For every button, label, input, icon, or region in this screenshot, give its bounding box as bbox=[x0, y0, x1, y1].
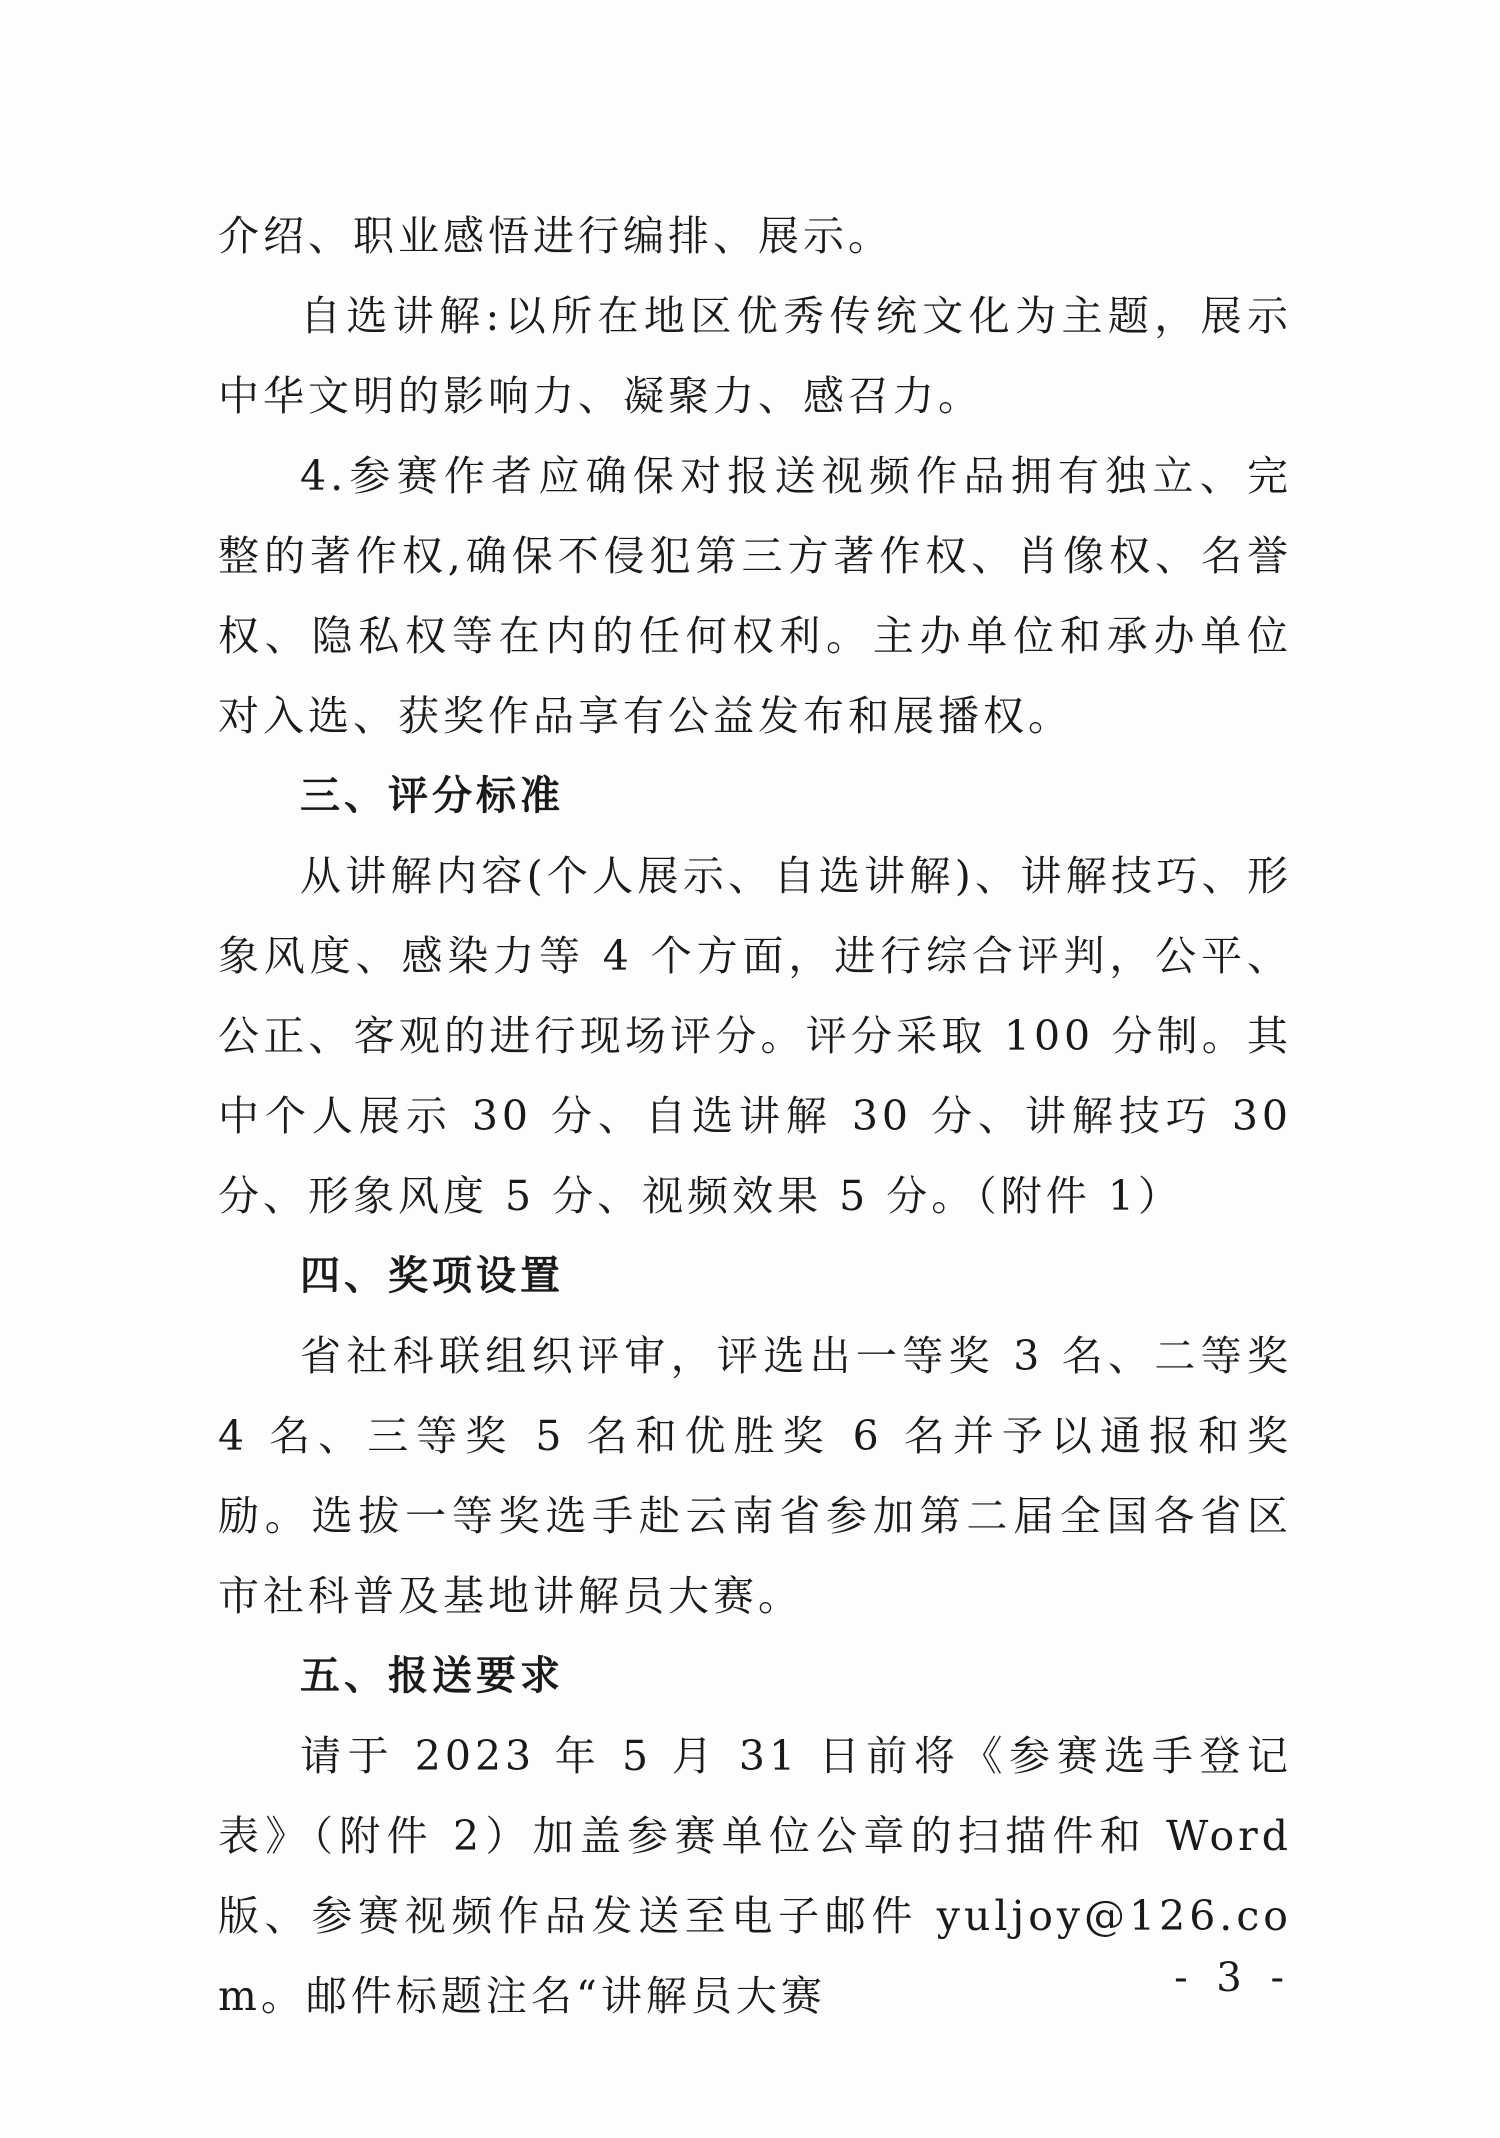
paragraph-scoring: 从讲解内容(个人展示、自选讲解)、讲解技巧、形象风度、感染力等 4 个方面，进行综合评判，公平、公正、客观的进行现场评分。评分采取 100 分制。其中个人展示 30 分、自选讲解 30 分、讲解技巧 30 分、形象风度 5 分、视频效果 5 分。（附件 1） bbox=[218, 852, 1292, 1220]
paragraph-submission: 请于 2023 年 5 月 31 日前将《参赛选手登记表》（附件 2）加盖参赛单位公章的扫描件和 Word 版、参赛视频作品发送至电子邮件 yuljoy@126.com。邮件标题注名“讲解员大赛 bbox=[218, 1732, 1292, 2020]
document-body bbox=[218, 196, 1292, 2036]
paragraph-awards: 省社科联组织评审，评选出一等奖 3 名、二等奖 4 名、三等奖 5 名和优胜奖 6 名并予以通报和奖励。选拔一等奖选手赴云南省参加第二届全国各省区市社科普及基地讲解员大赛。 bbox=[218, 1332, 1292, 1620]
paragraph-continuation: 介绍、职业感悟进行编排、展示。 bbox=[218, 212, 893, 260]
paragraph-copyright: 4.参赛作者应确保对报送视频作品拥有独立、完整的著作权,确保不侵犯第三方著作权、肖像权、名誉权、隐私权等在内的任何权利。主办单位和承办单位对入选、获奖作品享有公益发布和展播权。 bbox=[218, 452, 1292, 740]
heading-scoring-criteria: 三、评分标准 bbox=[300, 773, 564, 819]
heading-awards: 四、奖项设置 bbox=[300, 1253, 564, 1299]
heading-submission-requirements: 五、报送要求 bbox=[300, 1653, 564, 1699]
paragraph-self-selected-explanation: 自选讲解:以所在地区优秀传统文化为主题，展示中华文明的影响力、凝聚力、感召力。 bbox=[218, 292, 1292, 420]
page-number: - 3 - bbox=[1174, 1955, 1292, 2001]
